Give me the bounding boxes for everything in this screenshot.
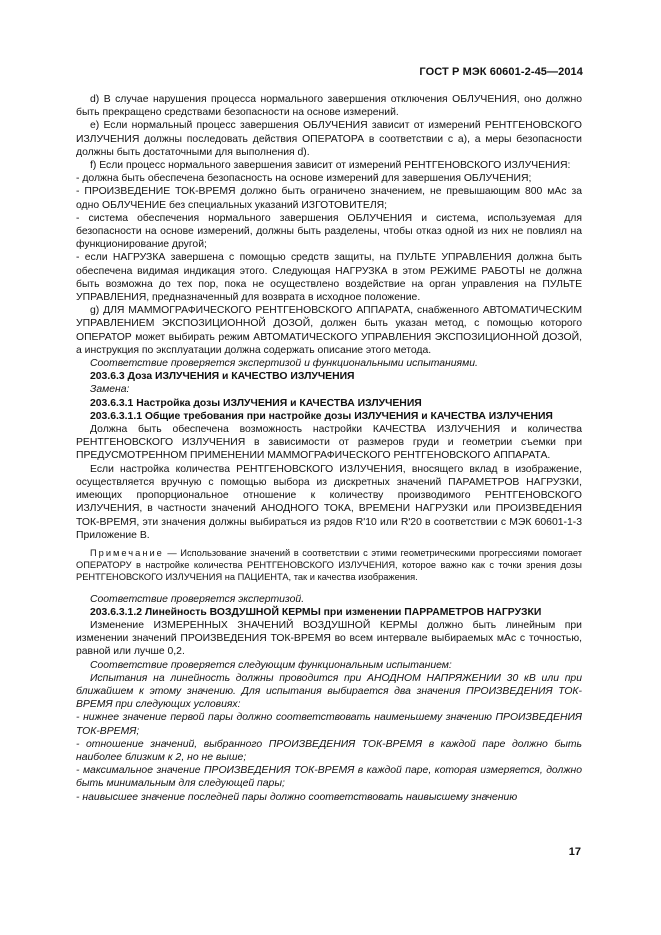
section-heading-203-6-3-1: 203.6.3.1 Настройка дозы ИЗЛУЧЕНИЯ и КАЧЕСТВА ИЗЛУЧЕНИЯ bbox=[90, 397, 422, 409]
test-description: Испытания на линейность должны проводится при АНОДНОМ НАПРЯЖЕНИИ 30 кВ или при ближайшем к этому значению. Для испытания выбирается два значения ПРОИЗВЕДЕНИЯ ТОК-ВРЕМЯ при следующих условиях: bbox=[76, 672, 582, 711]
list-item: - отношение значений, выбранного ПРОИЗВЕДЕНИЯ ТОК-ВРЕМЯ в каждой паре должно быть наиболее близким к 2, но не выше; bbox=[76, 738, 582, 763]
document-header: ГОСТ Р МЭК 60601-2-45—2014 bbox=[419, 66, 583, 78]
list-item: - ПРОИЗВЕДЕНИЕ ТОК-ВРЕМЯ должно быть ограничено значением, не превышающим 800 мАс за одно ОБЛУЧЕНИЕ без специальных указаний ИЗГОТОВИТЕЛЯ; bbox=[76, 186, 582, 211]
section-heading-203-6-3-1-2: 203.6.3.1.2 Линейность ВОЗДУШНОЙ КЕРМЫ при изменении ПАРРАМЕТРОВ НАГРУЗКИ bbox=[90, 606, 542, 618]
document-body bbox=[76, 93, 582, 804]
compliance-note: Соответствие проверяется следующим функциональным испытанием: bbox=[90, 659, 452, 671]
paragraph-d: d) В случае нарушения процесса нормального завершения отключения ОБЛУЧЕНИЯ, оно должно быть прекращено средствами безопасности на основе измерений. bbox=[76, 94, 582, 119]
paragraph: Если настройка количества РЕНТГЕНОВСКОГО ИЗЛУЧЕНИЯ, вносящего вклад в изображение, осуществляется вручную с помощью выбора из дискретных значений ПАРАМЕТРОВ НАГРУЗКИ, имеющих пропорциональное отношение к количеству производимого РЕНТГЕНОВСКОГО ИЗЛУЧЕНИЯ, в частности значений АНОДНОГО ТОКА, ВРЕМЕНИ НАГРУЗКИ или ПРОИЗВЕДЕНИЯ ТОК-ВРЕМЯ, эти значения должны выбираться из рядов R'10 или R'20 в соответствии с МЭК 60601-1-3 Приложение В. bbox=[76, 463, 582, 541]
paragraph-f: f) Если процесс нормального завершения зависит от измерений РЕНТГЕНОВСКОГО ИЗЛУЧЕНИЯ: bbox=[90, 160, 571, 172]
list-item: - если НАГРУЗКА завершена с помощью средств защиты, на ПУЛЬТЕ УПРАВЛЕНИЯ должна быть обеспечена видимая индикация этого. Следующая НАГРУЗКА в этом РЕЖИМЕ РАБОТЫ не должна быть возможна до тех пор, пока не осуществлено воздействие на орган управления на ПУЛЬТЕ УПРАВЛЕНИЯ, предназначенный для возврата в исходное положение. bbox=[76, 252, 582, 304]
paragraph-e: e) Если нормальный процесс завершения ОБЛУЧЕНИЯ зависит от измерений РЕНТГЕНОВСКОГО ИЗЛУЧЕНИЯ должны последовать действия ОПЕРАТОРА в соответствии с а), а меры безопасности должны быть достаточными для выполнения d). bbox=[76, 120, 582, 158]
list-item: - нижнее значение первой пары должно соответствовать наименьшему значению ПРОИЗВЕДЕНИЯ ТОК-ВРЕМЯ; bbox=[76, 712, 582, 737]
compliance-note: Соответствие проверяется экспертизой и функциональными испытаниями. bbox=[90, 358, 478, 370]
list-item: - максимальное значение ПРОИЗВЕДЕНИЯ ТОК-ВРЕМЯ в каждой паре, которая измеряется, должно быть минимальным для следующей пары; bbox=[76, 765, 582, 790]
section-heading-203-6-3: 203.6.3 Доза ИЗЛУЧЕНИЯ и КАЧЕСТВО ИЗЛУЧЕНИЯ bbox=[90, 371, 355, 383]
list-item: - наивысшее значение последней пары должно соответствовать наивысшему значению bbox=[76, 791, 518, 803]
compliance-note: Соответствие проверяется экспертизой. bbox=[90, 593, 305, 605]
paragraph: Изменение ИЗМЕРЕННЫХ ЗНАЧЕНИЙ ВОЗДУШНОЙ КЕРМЫ должно быть линейным при изменении значений ПРОИЗВЕДЕНИЯ ТОК-ВРЕМЯ во всем интервале выбираемых мАс с точностью, равной или лучше 0,2. bbox=[76, 619, 582, 658]
list-item: - должна быть обеспечена безопасность на основе измерений для завершения ОБЛУЧЕНИЯ; bbox=[76, 173, 532, 185]
note bbox=[76, 547, 582, 584]
section-heading-203-6-3-1-1: 203.6.3.1.1 Общие требования при настройке дозы ИЗЛУЧЕНИЯ и КАЧЕСТВА ИЗЛУЧЕНИЯ bbox=[90, 410, 553, 422]
page-number: 17 bbox=[568, 846, 581, 858]
note-text: — Использование значений в соответствии с этими геометрическими прогрессиями помогает ОПЕРАТОРУ в настройке количества РЕНТГЕНОВСКОГО ИЗЛУЧЕНИЯ, которое важно как с точки зрения дозы РЕНТГЕНОВСКОГО ИЗЛУЧЕНИЯ на ПАЦИЕНТА, так и качества изображения. bbox=[76, 547, 582, 583]
paragraph: Должна быть обеспечена возможность настройки КАЧЕСТВА ИЗЛУЧЕНИЯ и количества РЕНТГЕНОВСКОГО ИЗЛУЧЕНИЯ в зависимости от размеров груди и геометрии съемки при ПРЕДУСМОТРЕННОМ ПРИМЕНЕНИИ МАММОГРАФИЧЕСКОГО РЕНТГЕНОВСКОГО АППАРАТА. bbox=[76, 424, 582, 462]
replacement-label: Замена: bbox=[90, 384, 130, 396]
list-item: - система обеспечения нормального завершения ОБЛУЧЕНИЯ и система, используемая для безопасности на основе измерений, должны быть разделены, чтобы отказ одной из них не повлиял на функционирование другой; bbox=[76, 212, 582, 251]
note-label: Примечание bbox=[90, 547, 164, 558]
paragraph-g: g) ДЛЯ МАММОГРАФИЧЕСКОГО РЕНТГЕНОВСКОГО АППАРАТА, снабженного АВТОМАТИЧЕСКИМ УПРАВЛЕНИЕМ ЭКСПОЗИЦИОННОЙ ДОЗОЙ, должен быть указан метод, с помощью которого ОПЕРАТОР может выбирать режим АВТОМАТИЧЕСКОГО УПРАВЛЕНИЯ ЭКСПОЗИЦИОННОЙ ДОЗОЙ, а инструкция по эксплуатации должна содержать описание этого метода. bbox=[76, 305, 582, 356]
